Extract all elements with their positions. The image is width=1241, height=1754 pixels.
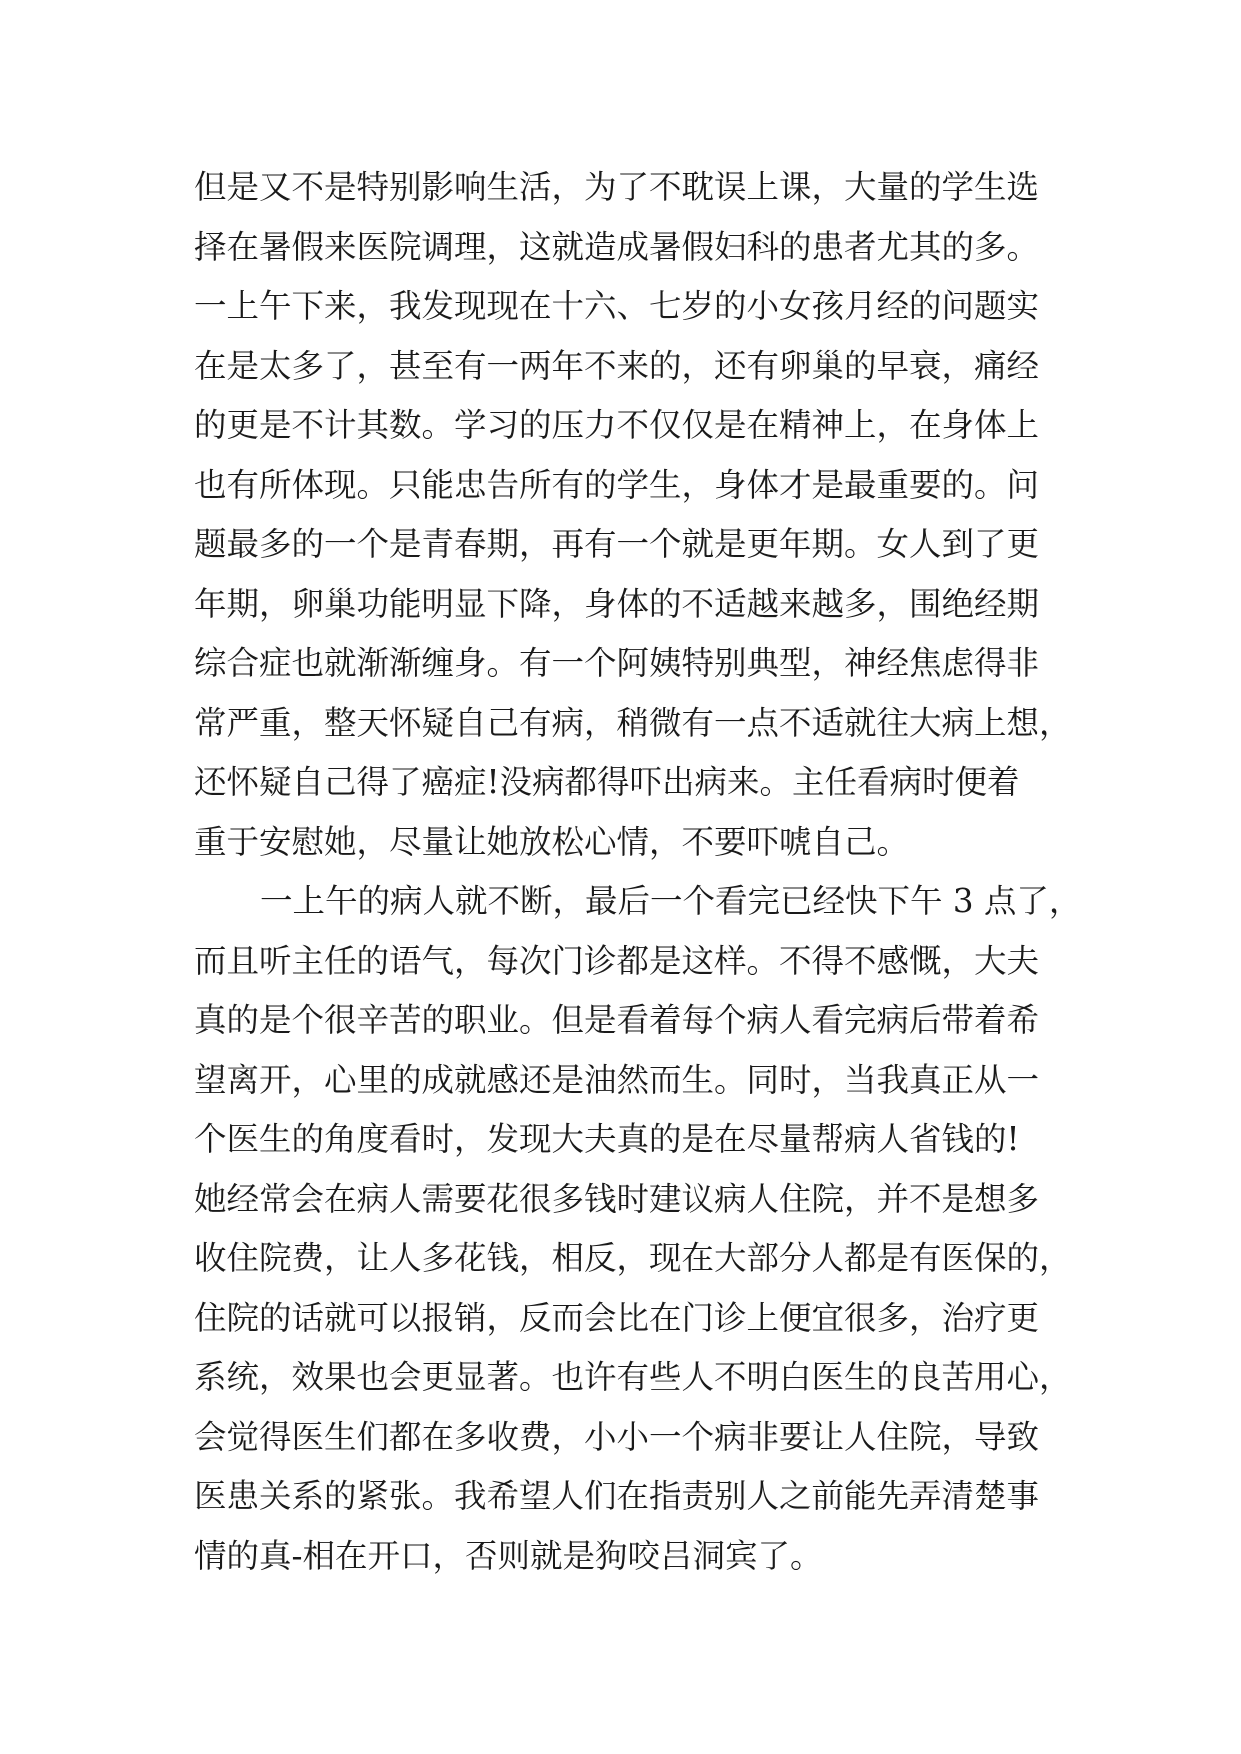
text-line: 收住院费，让人多花钱，相反，现在大部分人都是有医保的，: [194, 1239, 1072, 1277]
text-line: 她经常会在病人需要花很多钱时建议病人住院，并不是想多: [194, 1179, 1040, 1218]
text-line: 重于安慰她，尽量让她放松心情，不要吓唬自己。: [194, 822, 910, 861]
text-line: 也有所体现。只能忠告所有的学生，身体才是最重要的。问: [194, 465, 1040, 504]
text-line: 系统，效果也会更显著。也许有些人不明白医生的良苦用心，: [194, 1358, 1072, 1396]
text-line: 望离开，心里的成就感还是油然而生。同时，当我真正从一: [194, 1060, 1040, 1099]
text-line: 住院的话就可以报销，反而会比在门诊上便宜很多，治疗更: [194, 1298, 1040, 1337]
document-body: [194, 158, 1082, 1586]
text-line: 在是太多了，甚至有一两年不来的，还有卵巢的早衰，痛经: [194, 346, 1040, 385]
text-line: 会觉得医生们都在多收费，小小一个病非要让人住院，导致: [194, 1417, 1040, 1456]
text-line: 个医生的角度看时，发现大夫真的是在尽量帮病人省钱的!: [194, 1120, 1020, 1158]
text-line: 常严重，整天怀疑自己有病，稍微有一点不适就往大病上想，: [194, 703, 1072, 742]
text-line: 的更是不计其数。学习的压力不仅仅是在精神上，在身体上: [194, 406, 1040, 444]
text-line: 情的真-相在开口，否则就是狗咬吕洞宾了。: [194, 1536, 823, 1575]
paragraph-first-line: 一上午的病人就不断，最后一个看完已经快下午 3 点了，: [260, 882, 1082, 920]
text-line: 年期，卵巢功能明显下降，身体的不适越来越多，围绝经期: [194, 584, 1040, 623]
text-line: 择在暑假来医院调理，这就造成暑假妇科的患者尤其的多。: [194, 227, 1040, 266]
text-line: 真的是个很辛苦的职业。但是看着每个病人看完病后带着希: [194, 1001, 1040, 1039]
text-line: 医患关系的紧张。我希望人们在指责别人之前能先弄清楚事: [194, 1477, 1040, 1515]
text-line: 而且听主任的语气，每次门诊都是这样。不得不感慨，大夫: [194, 941, 1040, 980]
text-line: 但是又不是特别影响生活，为了不耽误上课，大量的学生选: [194, 168, 1040, 206]
text-line: 综合症也就渐渐缠身。有一个阿姨特别典型，神经焦虑得非: [194, 644, 1040, 682]
text-line: 一上午下来，我发现现在十六、七岁的小女孩月经的问题实: [194, 287, 1040, 325]
text-line: 题最多的一个是青春期，再有一个就是更年期。女人到了更: [194, 525, 1040, 563]
text-line: 还怀疑自己得了癌症!没病都得吓出病来。主任看病时便着: [194, 763, 1020, 801]
